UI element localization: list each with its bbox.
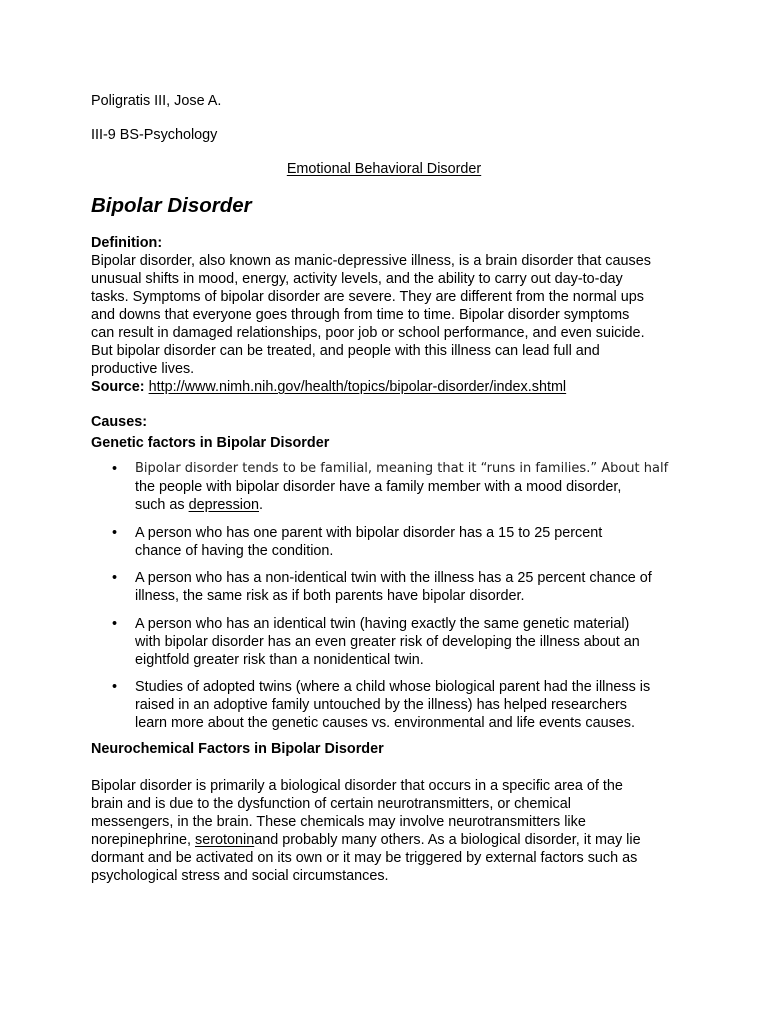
paragraph-line: Bipolar disorder is primarily a biological disorder that occurs in a specific area of the: [91, 778, 623, 794]
list-item: [91, 615, 711, 669]
neurochemical-paragraph: [91, 777, 691, 885]
definition-line: But bipolar disorder can be treated, and people with this illness can lead full and: [91, 343, 600, 359]
depression-link[interactable]: depression: [188, 497, 259, 513]
paragraph-text: norepinephrine,: [91, 832, 196, 848]
bullet-icon: •: [112, 615, 118, 632]
definition-line: tasks. Symptoms of bipolar disorder are severe. They are different from the normal ups: [91, 289, 644, 305]
list-item: [91, 678, 711, 732]
bullet-icon: •: [112, 679, 118, 695]
definition-line: Bipolar disorder, also known as manic-depressive illness, is a brain disorder that causes: [91, 253, 651, 269]
list-item-line: with bipolar disorder has an even greater risk of developing the illness about an: [135, 633, 640, 650]
list-item-line: A person who has a non-identical twin with the illness has a 25 percent chance of: [135, 570, 652, 586]
bullet-icon: •: [112, 461, 118, 477]
list-item-line: raised in an adoptive family untouched by the illness) has helped researchers: [135, 697, 627, 713]
paragraph-line: brain and is due to the dysfunction of certain neurotransmitters, or chemical: [91, 796, 571, 812]
document-title: Bipolar Disorder: [91, 194, 252, 217]
definition-label: Definition:: [91, 235, 163, 251]
list-item-line: [135, 496, 711, 514]
genetic-factors-list: [91, 460, 711, 742]
genetic-factors-heading: Genetic factors in Bipolar Disorder: [91, 435, 330, 451]
source-link[interactable]: http://www.nimh.nih.gov/health/topics/bipolar-disorder/index.shtml: [148, 379, 567, 395]
list-item-line: A person who has an identical twin (having exactly the same genetic material): [135, 615, 630, 632]
list-item-text: .: [259, 497, 263, 513]
definition-line: can result in damaged relationships, poor job or school performance, and even suicide.: [91, 325, 645, 341]
list-item: [91, 460, 711, 514]
bullet-icon: •: [112, 570, 118, 586]
list-item-line: Studies of adopted twins (where a child whose biological parent had the illness is: [135, 679, 651, 695]
list-item-line: illness, the same risk as if both parents have bipolar disorder.: [135, 588, 525, 604]
list-item: [91, 569, 711, 605]
list-item-line: eightfold greater risk than a nonidentical twin.: [135, 651, 424, 668]
list-item-line: the people with bipolar disorder have a family member with a mood disorder,: [135, 479, 622, 495]
source-line: [91, 378, 691, 396]
bullet-icon: •: [112, 524, 118, 541]
paragraph-line: dormant and be activated on its own or it may be triggered by external factors such as: [91, 850, 638, 866]
list-item-line: learn more about the genetic causes vs. environmental and life events causes.: [135, 715, 635, 731]
definition-line: unusual shifts in mood, energy, activity levels, and the ability to carry out day-to-day: [91, 271, 623, 287]
paragraph-line: [91, 831, 691, 849]
student-section: III-9 BS-Psychology: [91, 127, 218, 143]
definition-section: [91, 234, 691, 396]
definition-line: and downs that everyone goes through from time to time. Bipolar disorder symptoms: [91, 307, 630, 323]
list-item: [91, 524, 711, 560]
list-item-line: chance of having the condition.: [135, 542, 334, 559]
list-item-text: such as: [135, 497, 189, 513]
serotonin-link[interactable]: serotonin: [195, 832, 255, 848]
paragraph-line: messengers, in the brain. These chemicals may involve neurotransmitters like: [91, 814, 586, 830]
subject-title: Emotional Behavioral Disorder: [286, 161, 482, 177]
definition-line: productive lives.: [91, 361, 195, 377]
source-label: Source:: [91, 379, 145, 395]
causes-label: Causes:: [91, 414, 147, 430]
list-item-line: Bipolar disorder tends to be familial, meaning that it “runs in families.” About half: [135, 461, 669, 476]
list-item-line: A person who has one parent with bipolar disorder has a 15 to 25 percent: [135, 524, 603, 541]
neurochemical-factors-heading: Neurochemical Factors in Bipolar Disorder: [91, 741, 384, 757]
paragraph-text: and probably many others. As a biological disorder, it may lie: [254, 832, 641, 848]
student-name: Poligratis III, Jose A.: [91, 93, 222, 109]
paragraph-line: psychological stress and social circumstances.: [91, 868, 389, 884]
